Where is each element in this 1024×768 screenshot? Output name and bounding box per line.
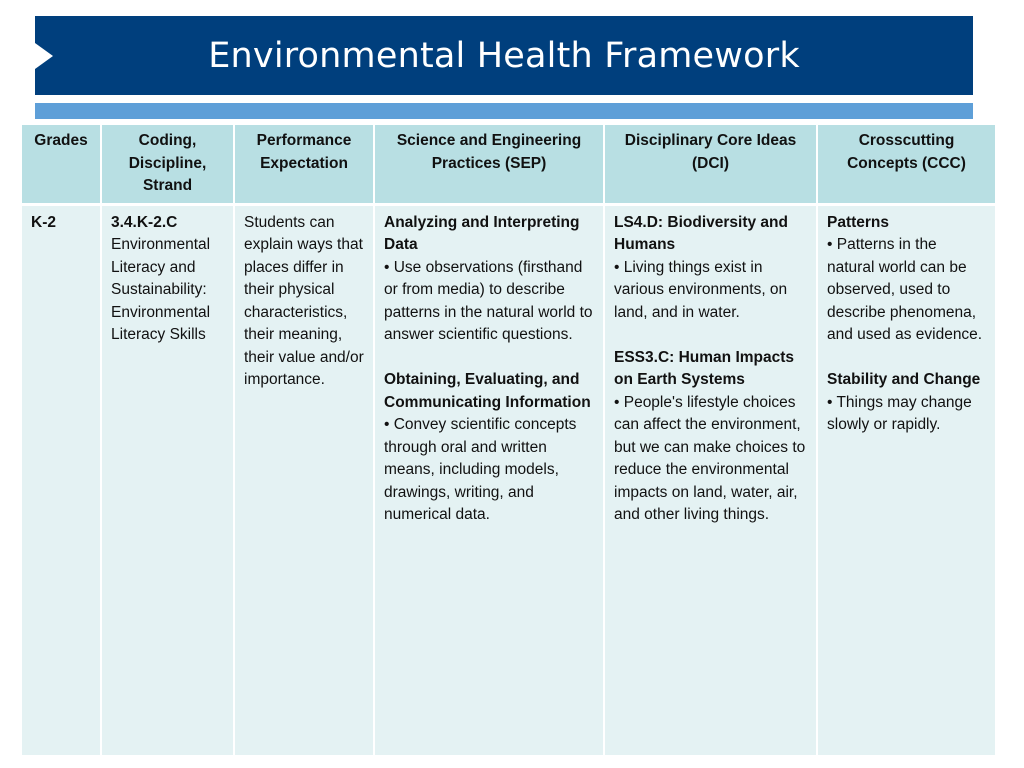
spacer xyxy=(384,347,595,370)
sep-heading-2: Obtaining, Evaluating, and Communicating Information xyxy=(384,371,591,411)
header-grades: Grades xyxy=(22,125,101,204)
cell-grades xyxy=(22,204,101,755)
sep-bullet-1: • Use observations (firsthand or from media) to describe patterns in the natural world to answer scientific questions. xyxy=(384,258,593,343)
dci-heading-1: LS4.D: Biodiversity and Humans xyxy=(614,213,788,253)
dci-bullet-2: • People's lifestyle choices can affect the environment, but we can make choices to reduce the environmental impacts on land, water, air, and other living things. xyxy=(614,393,806,523)
coding-text: Environmental Literacy and Sustainability: Environmental Literacy Skills xyxy=(111,236,211,343)
header-performance: Performance Expectation xyxy=(234,125,374,204)
header-coding: Coding, Discipline, Strand xyxy=(101,125,234,204)
header-dci: Disciplinary Core Ideas (DCI) xyxy=(604,125,817,204)
spacer xyxy=(614,324,808,347)
performance-text: Students can explain ways that places differ in their physical characteristics, their meaning, their value and/or importance. xyxy=(244,213,364,388)
table-row xyxy=(22,204,995,755)
dci-heading-2: ESS3.C: Human Impacts on Earth Systems xyxy=(614,348,795,388)
ccc-bullet-1: • Patterns in the natural world can be observed, used to describe phenomena, and used as evidence. xyxy=(827,236,983,343)
title-banner xyxy=(35,16,973,95)
table-header-row xyxy=(22,125,995,204)
accent-bar xyxy=(35,103,973,119)
slide-title: Environmental Health Framework xyxy=(208,35,800,76)
cell-sep xyxy=(374,204,604,755)
sep-heading-1: Analyzing and Interpreting Data xyxy=(384,213,580,253)
header-sep: Science and Engineering Practices (SEP) xyxy=(374,125,604,204)
coding-code: 3.4.K-2.C xyxy=(111,213,178,231)
banner-notch xyxy=(35,43,53,69)
cell-performance xyxy=(234,204,374,755)
ccc-heading-2: Stability and Change xyxy=(827,371,981,388)
grade-level: K-2 xyxy=(31,213,56,231)
spacer xyxy=(827,347,987,370)
ccc-bullet-2: • Things may change slowly or rapidly. xyxy=(827,393,972,433)
framework-table xyxy=(22,125,995,755)
cell-coding xyxy=(101,204,234,755)
dci-bullet-1: • Living things exist in various environments, on land, and in water. xyxy=(614,258,788,321)
sep-bullet-2: • Convey scientific concepts through oral and written means, including models, drawings, writing, and numerical data. xyxy=(384,416,577,523)
cell-ccc xyxy=(817,204,995,755)
header-ccc: Crosscutting Concepts (CCC) xyxy=(817,125,995,204)
cell-dci xyxy=(604,204,817,755)
ccc-heading-1: Patterns xyxy=(827,213,890,231)
